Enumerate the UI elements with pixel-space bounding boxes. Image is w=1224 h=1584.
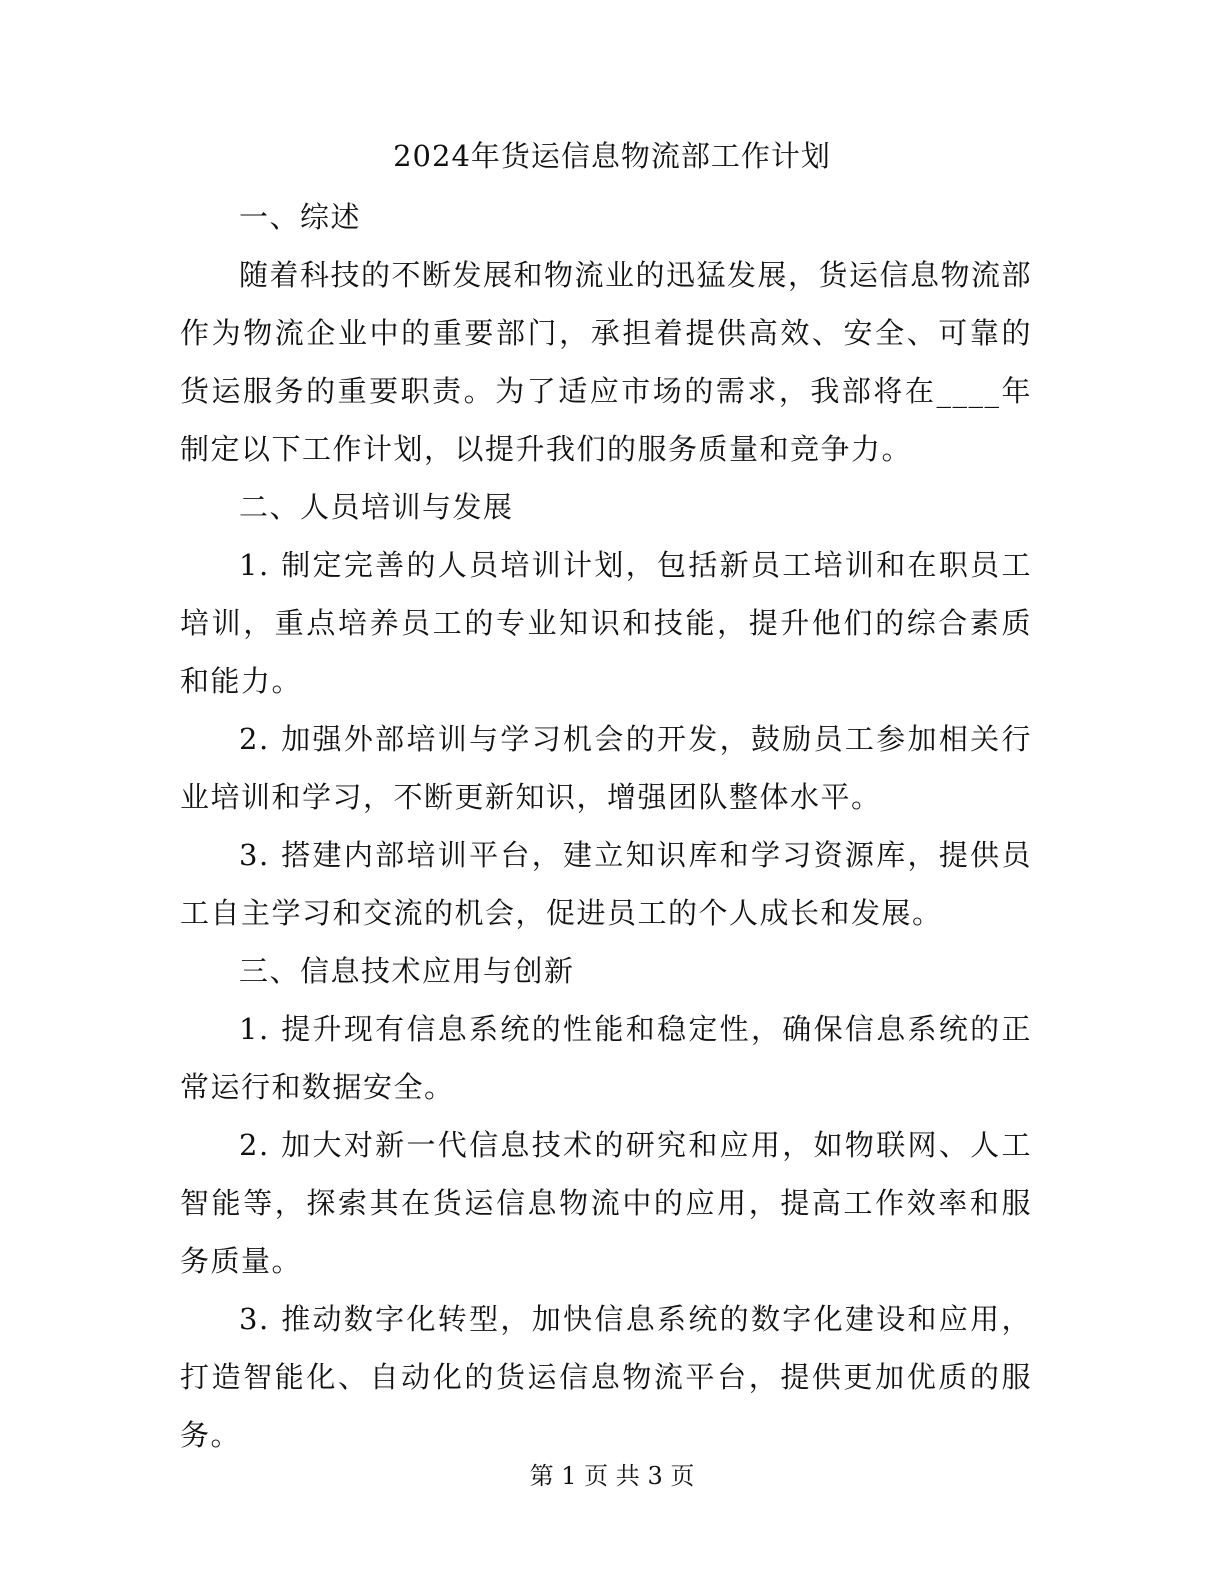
document-title: 2024年货运信息物流部工作计划 <box>393 139 831 173</box>
paragraph-overview: 随着科技的不断发展和物流业的迅猛发展，货运信息物流部作为物流企业中的重要部门，承担着提供高效、安全、可靠的货运服务的重要职责。为了适应市场的需求，我部将在____年制定以下工作计划，以提升我们的服务质量和竞争力。 <box>180 258 1033 466</box>
paragraph-it-2: 2. 加大对新一代信息技术的研究和应用，如物联网、人工智能等，探索其在货运信息物流中的应用，提高工作效率和服务质量。 <box>180 1128 1032 1278</box>
section-heading-it: 三、信息技术应用与创新 <box>239 954 575 988</box>
section-heading-overview: 一、综述 <box>239 200 362 234</box>
paragraph-it-3: 3. 推动数字化转型，加快信息系统的数字化建设和应用，打造智能化、自动化的货运信息物流平台，提供更加优质的服务。 <box>180 1302 1032 1452</box>
paragraph-training-1: 1. 制定完善的人员培训计划，包括新员工培训和在职员工培训，重点培养员工的专业知识和技能，提升他们的综合素质和能力。 <box>180 548 1032 698</box>
paragraph-training-2: 2. 加强外部培训与学习机会的开发，鼓励员工参加相关行业培训和学习，不断更新知识，增强团队整体水平。 <box>180 722 1032 814</box>
section-heading-training: 二、人员培训与发展 <box>239 490 514 524</box>
page-footer: 第 1 页 共 3 页 <box>529 1462 695 1490</box>
paragraph-training-3: 3. 搭建内部培训平台，建立知识库和学习资源库，提供员工自主学习和交流的机会，促进员工的个人成长和发展。 <box>180 838 1032 930</box>
document-body <box>180 188 1032 1464</box>
paragraph-it-1: 1. 提升现有信息系统的性能和稳定性，确保信息系统的正常运行和数据安全。 <box>180 1012 1032 1104</box>
